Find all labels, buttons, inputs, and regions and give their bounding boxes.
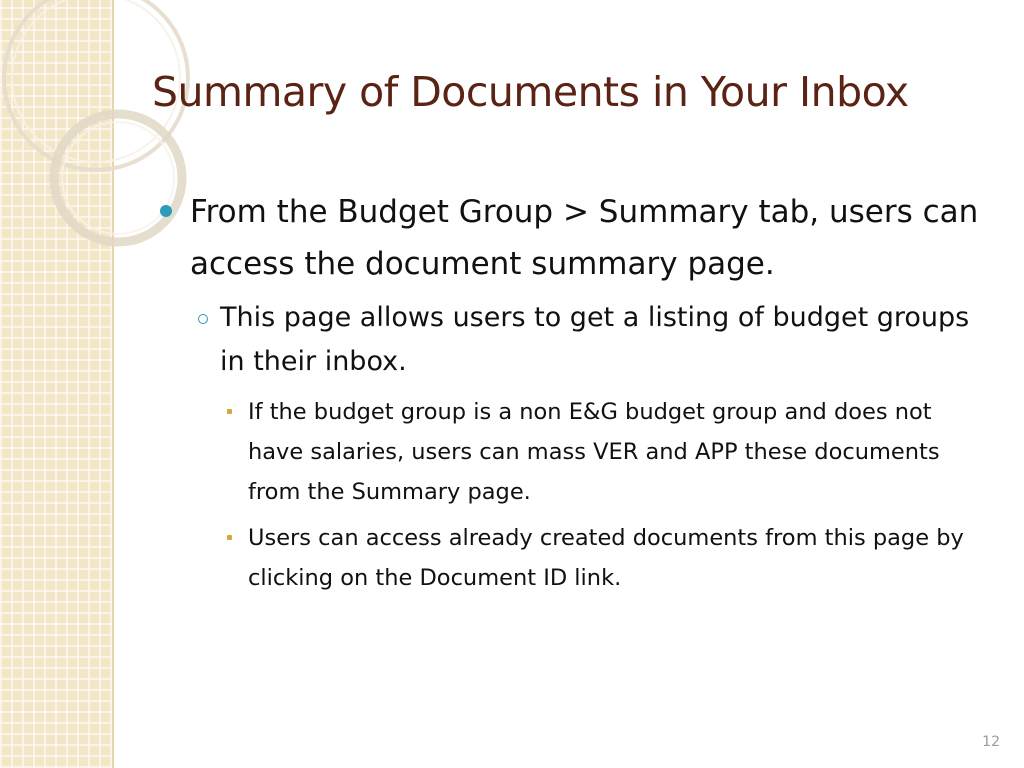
- bullet-ring-icon: [198, 314, 208, 324]
- sub-bullet-text: This page allows users to get a listing of budget groups in their inbox.: [220, 302, 970, 377]
- bullet-text: From the Budget Group > Summary tab, users can access the document summary page.: [190, 194, 979, 282]
- slide-title: Summary of Documents in Your Inbox: [152, 68, 909, 116]
- sub-sub-bullet-text: If the budget group is a non E&G budget group and does not have salaries, users can mass VER and APP these documents from the Summary page.: [248, 399, 940, 505]
- bullet-square-icon: [227, 409, 232, 414]
- bullet-level-3: [248, 518, 988, 598]
- bullet-square-icon: [227, 535, 232, 540]
- sub-sub-bullet-text: Users can access already created documents from this page by clicking on the Document ID link.: [248, 525, 964, 591]
- bullet-level-2: [220, 296, 988, 384]
- slide-content: [158, 186, 988, 604]
- bullet-level-3: [248, 392, 988, 512]
- page-number: 12: [982, 734, 1000, 750]
- bullet-dot-icon: [160, 205, 172, 217]
- bullet-level-1: [158, 186, 988, 290]
